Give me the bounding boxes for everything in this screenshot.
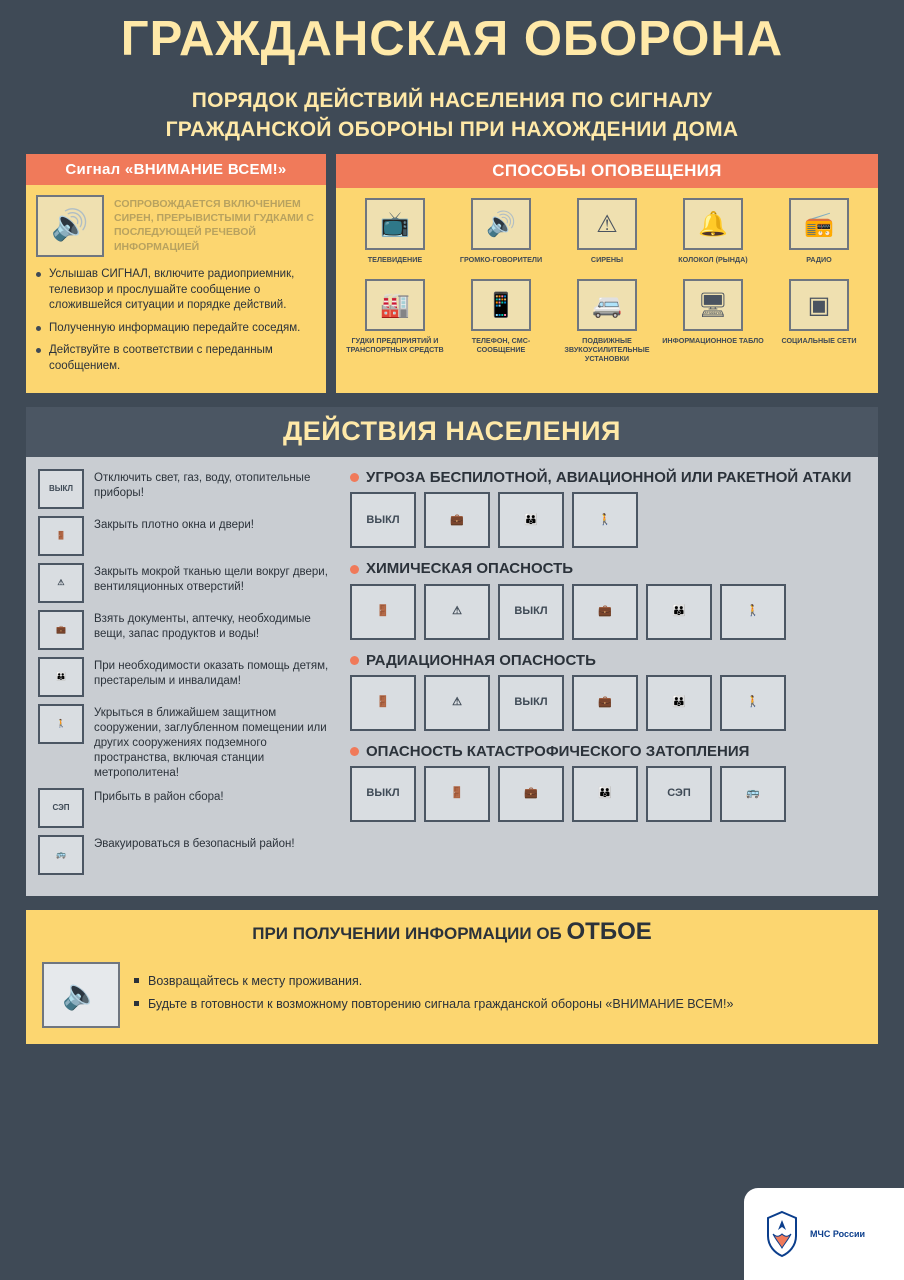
- threat-title-row: [350, 652, 866, 669]
- action-text: При необходимости оказать помощь детям, престарелым и инвалидам!: [94, 660, 329, 688]
- shelter-icon: 🚶: [720, 675, 786, 731]
- notify-label: ТЕЛЕВИДЕНИЕ: [367, 255, 423, 265]
- threats-list: [350, 469, 866, 882]
- documents-kit-icon: 💼: [572, 675, 638, 731]
- list-item: [38, 704, 338, 781]
- bullet-dot-icon: [350, 565, 359, 574]
- bullet-dot-icon: [350, 656, 359, 665]
- help-people-icon: 👪: [646, 584, 712, 640]
- close-windows-icon: 🚪: [350, 675, 416, 731]
- list-item: [768, 198, 870, 275]
- truck-glyph: 🚐: [592, 291, 622, 319]
- notify-label: ГРОМКО-ГОВОРИТЕЛИ: [459, 255, 543, 265]
- action-text: Отключить свет, газ, воду, отопительные приборы!: [94, 472, 311, 500]
- list-item: [662, 279, 764, 363]
- seal-cracks-icon: ⚠: [424, 675, 490, 731]
- power-off-icon: ВЫКЛ: [350, 492, 416, 548]
- notification-methods-title: СПОСОБЫ ОПОВЕЩЕНИЯ: [336, 154, 878, 188]
- all-clear-title: [26, 910, 878, 954]
- all-clear-section: [26, 910, 878, 1044]
- social-networks-icon: [789, 279, 849, 331]
- all-clear-title-prefix: ПРИ ПОЛУЧЕНИИ ИНФОРМАЦИИ ОБ: [252, 923, 567, 943]
- evacuate-icon: 🚌: [720, 766, 786, 822]
- siren-glyph: ⚠: [596, 210, 618, 238]
- threat-icon-row: [350, 584, 866, 640]
- close-windows-icon: 🚪: [38, 516, 84, 556]
- population-actions-section: [26, 407, 878, 896]
- all-clear-body: [26, 954, 878, 1044]
- threat-title: УГРОЗА БЕСПИЛОТНОЙ, АВИАЦИОННОЙ ИЛИ РАКЕТНОЙ АТАКИ: [366, 469, 852, 487]
- emercom-logo-text: МЧС России: [810, 1229, 866, 1239]
- list-item: [344, 198, 446, 275]
- signal-panel-body: [26, 185, 326, 393]
- notify-label: СОЦИАЛЬНЫЕ СЕТИ: [781, 336, 857, 346]
- social-glyph: ▣: [807, 291, 831, 319]
- speaker-icon-box: [36, 195, 104, 257]
- info-board-icon: [683, 279, 743, 331]
- help-people-icon: 👪: [498, 492, 564, 548]
- help-people-icon: 👪: [646, 675, 712, 731]
- list-item: [556, 198, 658, 275]
- action-text: Эвакуироваться в безопасный район!: [94, 837, 295, 850]
- factory-glyph: 🏭: [380, 291, 410, 319]
- list-item: Услышав СИГНАЛ, включите радиоприемник, телевизор и прослушайте сообщение о сложившейся ситуации и порядке действий.: [36, 267, 316, 314]
- threat-block-chemical: [350, 560, 866, 639]
- assembly-point-icon: СЭП: [38, 788, 84, 828]
- action-text: Закрыть мокрой тканью щели вокруг двери, вентиляционных отверстий!: [94, 566, 328, 594]
- signal-top: [36, 195, 316, 257]
- threat-icon-row: [350, 766, 866, 822]
- notify-label: ИНФОРМАЦИОННОЕ ТАБЛО: [662, 336, 764, 346]
- threat-title: РАДИАЦИОННАЯ ОПАСНОСТЬ: [366, 651, 596, 669]
- bullet-dot-icon: [350, 747, 359, 756]
- documents-kit-icon: 💼: [498, 766, 564, 822]
- threat-title-row: [350, 743, 866, 760]
- bullet-dot-icon: [350, 473, 359, 482]
- actions-list: [38, 469, 338, 882]
- top-row: [0, 154, 904, 393]
- list-item: [38, 610, 338, 650]
- notification-methods-panel: [336, 154, 878, 393]
- tv-icon: [365, 198, 425, 250]
- speaker-icon: 🔊: [51, 209, 89, 243]
- speaker-icon: 🔈: [42, 962, 120, 1028]
- notify-label: КОЛОКОЛ (РЫНДА): [678, 255, 748, 265]
- threat-block-drone: [350, 469, 866, 548]
- phone-sms-icon: [471, 279, 531, 331]
- close-windows-icon: 🚪: [350, 584, 416, 640]
- list-item: [38, 657, 338, 697]
- list-item: Возвращайтесь к месту проживания.: [134, 972, 733, 990]
- list-item: Будьте в готовности к возможному повторению сигнала гражданской обороны «ВНИМАНИЕ ВСЕМ!»: [134, 995, 733, 1013]
- threat-title: ОПАСНОСТЬ КАТАСТРОФИЧЕСКОГО ЗАТОПЛЕНИЯ: [366, 742, 750, 760]
- threat-icon-row: [350, 675, 866, 731]
- list-item: Полученную информацию передайте соседям.: [36, 321, 316, 337]
- action-text: Закрыть плотно окна и двери!: [94, 519, 254, 532]
- bell-glyph: 🔔: [698, 210, 728, 238]
- list-item: [38, 835, 338, 875]
- page-subtitle-line1: ПОРЯДОК ДЕЙСТВИЙ НАСЕЛЕНИЯ ПО СИГНАЛУ: [191, 89, 713, 113]
- seal-cracks-icon: ⚠: [38, 563, 84, 603]
- radio-glyph: 📻: [804, 210, 834, 238]
- all-clear-title-big: ОТБОЕ: [566, 917, 652, 945]
- emercom-logo: [744, 1188, 904, 1280]
- notify-label: ПОДВИЖНЫЕ ЗВУКОУСИЛИТЕЛЬНЫЕ УСТАНОВКИ: [564, 336, 650, 364]
- population-actions-body: [26, 457, 878, 896]
- shelter-icon: 🚶: [572, 492, 638, 548]
- emercom-emblem-icon: [762, 1210, 802, 1258]
- list-item: [662, 198, 764, 275]
- list-item: [344, 279, 446, 363]
- signal-bullets: [36, 267, 316, 374]
- loudspeaker-glyph: 🔊: [486, 210, 516, 238]
- notify-label: ГУДКИ ПРЕДПРИЯТИЙ И ТРАНСПОРТНЫХ СРЕДСТВ: [346, 336, 444, 355]
- page-subtitle: [0, 87, 904, 144]
- poster-header: [0, 0, 904, 154]
- shelter-icon: 🚶: [720, 584, 786, 640]
- action-text: Взять документы, аптечку, необходимые вещи, запас продуктов и воды!: [94, 613, 311, 641]
- signal-panel: [26, 154, 326, 393]
- action-text: Укрыться в ближайшем защитном сооружении, заглубленном помещении или других сооружениях подземного пространства, включая станции метрополитена!: [94, 707, 327, 779]
- threat-title-row: [350, 469, 866, 486]
- help-people-icon: 👪: [38, 657, 84, 697]
- documents-kit-icon: 💼: [424, 492, 490, 548]
- tv-glyph: 📺: [380, 210, 410, 238]
- board-glyph: 🖥: [697, 291, 729, 319]
- all-clear-bullets: [134, 972, 733, 1018]
- close-windows-icon: 🚪: [424, 766, 490, 822]
- threat-block-radiation: [350, 652, 866, 731]
- help-people-icon: 👪: [572, 766, 638, 822]
- page-title: ГРАЖДАНСКАЯ ОБОРОНА: [120, 12, 784, 66]
- list-item: [38, 788, 338, 828]
- list-item: [768, 279, 870, 363]
- threat-title-row: [350, 560, 866, 577]
- documents-kit-icon: 💼: [38, 610, 84, 650]
- notify-label: ТЕЛЕФОН, СМС-СООБЩЕНИЕ: [471, 336, 531, 355]
- siren-icon: [577, 198, 637, 250]
- action-text: Прибыть в район сбора!: [94, 790, 224, 803]
- list-item: [450, 198, 552, 275]
- signal-caption: СОПРОВОЖДАЕТСЯ ВКЛЮЧЕНИЕМ СИРЕН, ПРЕРЫВИСТЫМИ ГУДКАМИ С ПОСЛЕДУЮЩЕЙ РЕЧЕВОЙ ИНФОРМАЦИЕЙ: [114, 198, 314, 253]
- power-off-icon: ВЫКЛ: [350, 766, 416, 822]
- radio-icon: [789, 198, 849, 250]
- list-item: [38, 563, 338, 603]
- notification-methods-grid: [336, 188, 878, 373]
- bell-icon: [683, 198, 743, 250]
- list-item: [450, 279, 552, 363]
- power-off-icon: ВЫКЛ: [38, 469, 84, 509]
- documents-kit-icon: 💼: [572, 584, 638, 640]
- threat-block-flood: [350, 743, 866, 822]
- threat-icon-row: [350, 492, 866, 548]
- notify-label: СИРЕНЫ: [590, 255, 624, 265]
- population-actions-title: ДЕЙСТВИЯ НАСЕЛЕНИЯ: [26, 407, 878, 457]
- loudspeaker-icon: [471, 198, 531, 250]
- list-item: Действуйте в соответствии с переданным сообщением.: [36, 343, 316, 374]
- factory-icon: [365, 279, 425, 331]
- notify-label: РАДИО: [806, 255, 832, 265]
- emercom-emblem-svg: [762, 1210, 802, 1258]
- sound-truck-icon: [577, 279, 637, 331]
- list-item: [38, 469, 338, 509]
- list-item: [556, 279, 658, 363]
- signal-panel-title: Сигнал «ВНИМАНИЕ ВСЕМ!»: [26, 154, 326, 185]
- seal-cracks-icon: ⚠: [424, 584, 490, 640]
- phone-glyph: 📱: [486, 291, 516, 319]
- shelter-icon: 🚶: [38, 704, 84, 744]
- power-off-icon: ВЫКЛ: [498, 584, 564, 640]
- page-subtitle-line2: ГРАЖДАНСКОЙ ОБОРОНЫ ПРИ НАХОЖДЕНИИ ДОМА: [165, 117, 739, 141]
- power-off-icon: ВЫКЛ: [498, 675, 564, 731]
- threat-title: ХИМИЧЕСКАЯ ОПАСНОСТЬ: [366, 560, 574, 578]
- evacuate-icon: 🚌: [38, 835, 84, 875]
- list-item: [38, 516, 338, 556]
- assembly-point-icon: СЭП: [646, 766, 712, 822]
